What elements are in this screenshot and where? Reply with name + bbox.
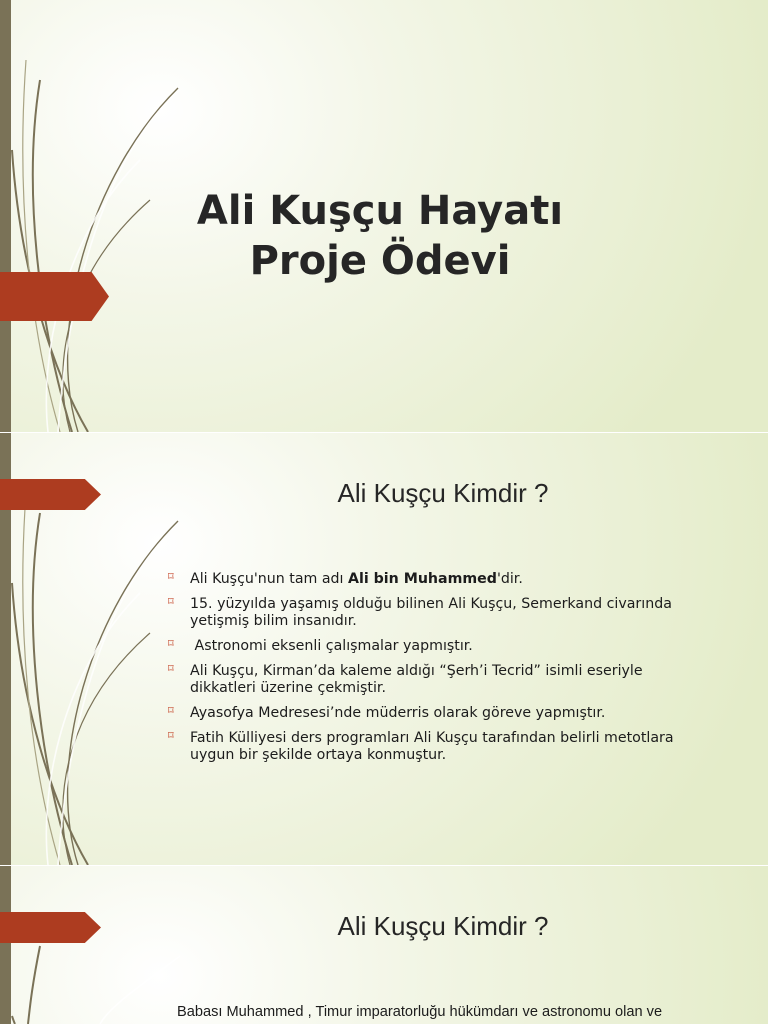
bullet-item (167, 730, 707, 764)
bullet-icon: ⌑ (168, 595, 174, 608)
bullet-item (167, 571, 707, 588)
bullet-text: dikkatleri üzerine çekmiştir. (190, 680, 386, 696)
bullet-text: Ali Kuşçu'nun tam adı (190, 571, 348, 587)
cover-title (150, 186, 610, 286)
bullet-item (167, 663, 707, 697)
bullet-list (167, 571, 707, 772)
bullet-text: Astronomi eksenli çalışmalar yapmıştır. (190, 638, 473, 654)
slide-title: Ali Kuşçu Kimdir ? (337, 911, 549, 941)
slide-body-text: Babası Muhammed , Timur imparatorluğu hükümdarı ve astronomu olan ve (177, 1004, 663, 1020)
arrow-tab (0, 272, 109, 321)
slide-cover[interactable] (0, 0, 768, 432)
slide-kimdir-2[interactable] (0, 866, 768, 1024)
arrow-tab (0, 912, 101, 943)
cover-title-line-2: Proje Ödevi (249, 238, 511, 284)
bullet-icon: ⌑ (168, 570, 174, 583)
bullet-text: Fatih Külliyesi ders programları Ali Kuşçu tarafından belirli metotlara (190, 730, 674, 746)
bullet-item (167, 705, 707, 722)
bullet-text: 15. yüzyılda yaşamış olduğu bilinen Ali Kuşçu, Semerkand civarında (190, 596, 672, 612)
bullet-text: uygun bir şekilde ortaya konmuştur. (190, 747, 447, 763)
bullet-text: 'dir. (496, 571, 523, 587)
slide-kimdir[interactable] (0, 433, 768, 865)
bullet-icon: ⌑ (168, 704, 174, 717)
bullet-icon: ⌑ (168, 637, 174, 650)
bullet-icon: ⌑ (168, 729, 174, 742)
bullet-text: yetişmiş bilim insanıdır. (190, 613, 357, 629)
decorative-curves (0, 866, 200, 1024)
slide-title: Ali Kuşçu Kimdir ? (337, 478, 549, 508)
arrow-tab (0, 479, 101, 510)
bullet-text: Ayasofya Medresesi’nde müderris olarak göreve yapmıştır. (190, 705, 606, 721)
bullet-icon: ⌑ (168, 662, 174, 675)
cover-title-line-1: Ali Kuşçu Hayatı (196, 188, 564, 234)
bullet-item (167, 638, 707, 655)
bullet-bold-text: Ali bin Muhammed (348, 571, 497, 587)
bullet-text: Ali Kuşçu, Kirman’da kaleme aldığı “Şerh’i Tecrid” isimli eseriyle (190, 663, 643, 679)
bullet-item (167, 596, 707, 630)
